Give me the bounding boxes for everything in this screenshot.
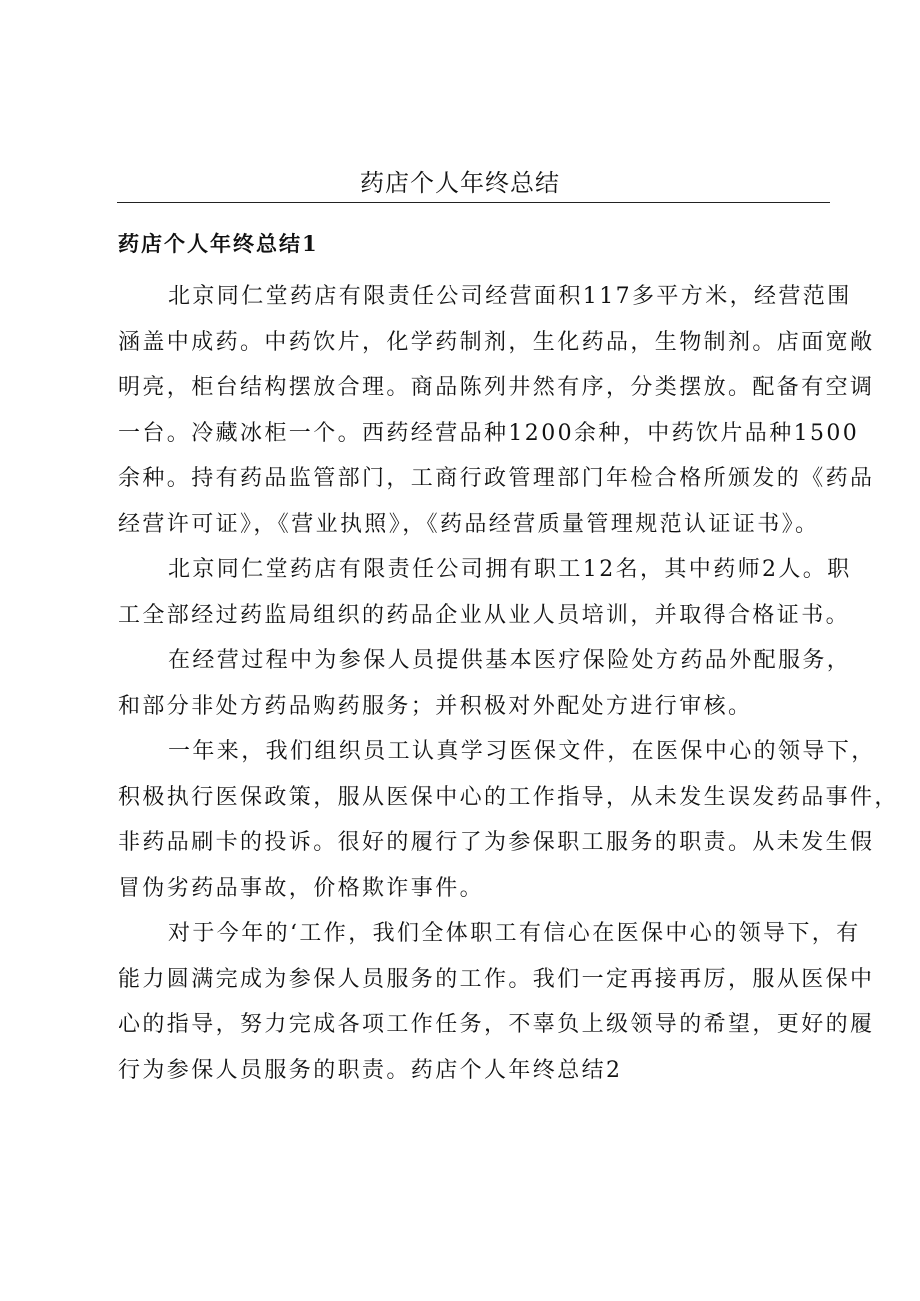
paragraph-line: 北京同仁堂药店有限责任公司经营面积117多平方米，经营范围 [168, 284, 852, 309]
title-divider [117, 202, 830, 203]
paragraph-line: 余种。持有药品监管部门，工商行政管理部门年检合格所颁发的《药品 [118, 466, 875, 491]
paragraph-outlook [118, 911, 875, 1093]
paragraph-line: 心的指导，努力完成各项工作任务，不辜负上级领导的希望，更好的履 [118, 1012, 875, 1037]
paragraph-store-overview [118, 274, 875, 547]
paragraph-line: 和部分非处方药品购药服务；并积极对外配处方进行审核。 [118, 693, 753, 719]
paragraph-line: 在经营过程中为参保人员提供基本医疗保险处方药品外配服务， [168, 648, 852, 673]
paragraph-line: 北京同仁堂药店有限责任公司拥有职工12名，其中药师2人。职 [168, 557, 852, 582]
paragraph-year-review [118, 729, 899, 911]
paragraph-services [118, 638, 852, 729]
paragraph-line: 对于今年的‘工作，我们全体职工有信心在医保中心的领导下，有 [168, 921, 861, 946]
paragraph-line: 非药品刷卡的投诉。很好的履行了为参保职工服务的职责。从未发生假 [118, 830, 875, 855]
paragraph-line: 明亮，柜台结构摆放合理。商品陈列井然有序，分类摆放。配备有空调 [118, 375, 875, 400]
paragraph-staff [118, 547, 852, 638]
paragraph-line: 一台。冷藏冰柜一个。西药经营品种1200余种，中药饮片品种1500 [118, 420, 860, 446]
paragraph-line: 经营许可证》，《营业执照》，《药品经营质量管理规范认证证书》。 [118, 511, 820, 537]
paragraph-line: 冒伪劣药品事故，价格欺诈事件。 [118, 875, 485, 901]
paragraph-line: 涵盖中成药。中药饮片，化学药制剂，生化药品，生物制剂。店面宽敞 [118, 329, 875, 355]
section-heading: 药店个人年终总结1 [118, 231, 319, 256]
paragraph-line: 一年来，我们组织员工认真学习医保文件，在医保中心的领导下， [168, 739, 876, 764]
paragraph-line: 能力圆满完成为参保人员服务的工作。我们一定再接再厉，服从医保中 [118, 966, 875, 992]
document-body [118, 274, 899, 1093]
paragraph-line: 行为参保人员服务的职责。药店个人年终总结2 [118, 1057, 623, 1083]
page-title: 药店个人年终总结 [360, 169, 560, 197]
paragraph-line: 工全部经过药监局组织的药品企业从业人员培训，并取得合格证书。 [118, 602, 851, 628]
paragraph-line: 积极执行医保政策，服从医保中心的工作指导，从未发生误发药品事件， [118, 784, 899, 810]
